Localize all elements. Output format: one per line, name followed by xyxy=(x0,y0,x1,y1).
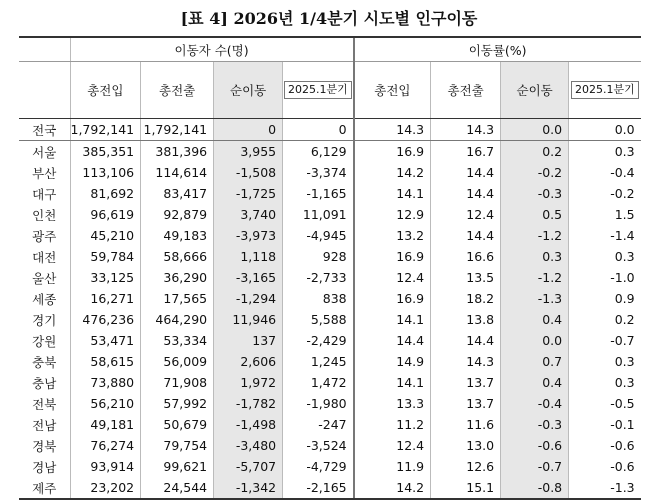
count-prev-cell: 1,245 xyxy=(283,351,354,372)
rate-in-cell: 14.1 xyxy=(354,309,431,330)
count-in-cell: 385,351 xyxy=(70,141,141,163)
table-row xyxy=(19,162,641,183)
rate-prev-cell: -0.6 xyxy=(569,435,641,456)
count-net-cell: -1,725 xyxy=(214,183,283,204)
count-net-cell: -5,707 xyxy=(214,456,283,477)
region-cell: 서울 xyxy=(32,144,57,160)
rate-net-header: 순이동 xyxy=(501,62,569,119)
table-row xyxy=(19,288,641,309)
count-out-cell: 464,290 xyxy=(141,309,214,330)
table-row xyxy=(19,183,641,204)
rate-in-cell: 14.2 xyxy=(354,477,431,499)
rate-out-cell: 13.0 xyxy=(431,435,501,456)
rate-prev-cell: -0.5 xyxy=(569,393,641,414)
region-cell: 인천 xyxy=(32,207,57,223)
rate-in-header: 총전입 xyxy=(354,62,431,119)
rate-in-cell: 14.2 xyxy=(354,162,431,183)
rate-net-cell: -0.3 xyxy=(501,414,569,435)
count-prev-cell: 838 xyxy=(283,288,354,309)
count-out-cell: 53,334 xyxy=(141,330,214,351)
count-out-cell: 79,754 xyxy=(141,435,214,456)
count-out-cell: 56,009 xyxy=(141,351,214,372)
rate-prev-cell: -0.2 xyxy=(569,183,641,204)
rate-out-cell: 16.7 xyxy=(431,141,501,163)
table-row xyxy=(19,225,641,246)
rate-prev-cell: 0.3 xyxy=(569,372,641,393)
region-cell: 충북 xyxy=(32,354,57,370)
count-net-cell: 3,740 xyxy=(214,204,283,225)
region-cell: 부산 xyxy=(32,165,57,181)
rate-in-cell: 16.9 xyxy=(354,246,431,267)
count-in-cell: 476,236 xyxy=(70,309,141,330)
rate-prev-cell: 1.5 xyxy=(569,204,641,225)
rate-net-cell: -0.6 xyxy=(501,435,569,456)
table-row xyxy=(19,309,641,330)
rate-prev-cell: 0.3 xyxy=(569,141,641,163)
rate-net-cell: -1.2 xyxy=(501,225,569,246)
count-out-cell: 24,544 xyxy=(141,477,214,499)
table-row xyxy=(19,393,641,414)
region-header xyxy=(19,62,70,119)
table-row xyxy=(19,477,641,499)
count-net-cell: 0 xyxy=(214,119,283,141)
count-prev-cell: 928 xyxy=(283,246,354,267)
rate-prev-cell: 0.3 xyxy=(569,246,641,267)
table-row xyxy=(19,414,641,435)
count-net-header: 순이동 xyxy=(214,62,283,119)
count-net-cell: -1,782 xyxy=(214,393,283,414)
rate-in-cell: 12.4 xyxy=(354,435,431,456)
rate-net-cell: 0.3 xyxy=(501,246,569,267)
count-in-cell: 1,792,141 xyxy=(70,119,141,141)
count-prev-cell: 5,588 xyxy=(283,309,354,330)
count-in-cell: 23,202 xyxy=(70,477,141,499)
count-net-cell: -1,498 xyxy=(214,414,283,435)
rate-net-cell: 0.5 xyxy=(501,204,569,225)
region-cell: 경북 xyxy=(32,438,57,454)
table-row xyxy=(19,456,641,477)
rate-net-cell: 0.0 xyxy=(501,119,569,141)
count-prev-header-label: 2025.1분기 xyxy=(284,81,352,99)
count-prev-cell: -4,729 xyxy=(283,456,354,477)
table-row xyxy=(19,141,641,163)
count-out-cell: 83,417 xyxy=(141,183,214,204)
rate-in-cell: 14.1 xyxy=(354,372,431,393)
rate-out-cell: 11.6 xyxy=(431,414,501,435)
rate-prev-cell: -0.1 xyxy=(569,414,641,435)
rate-out-cell: 12.4 xyxy=(431,204,501,225)
region-cell: 광주 xyxy=(32,228,57,244)
table-row xyxy=(19,435,641,456)
count-prev-cell: -247 xyxy=(283,414,354,435)
count-net-cell: 137 xyxy=(214,330,283,351)
rate-out-cell: 14.4 xyxy=(431,225,501,246)
rate-out-cell: 14.4 xyxy=(431,330,501,351)
count-in-cell: 93,914 xyxy=(70,456,141,477)
count-out-cell: 92,879 xyxy=(141,204,214,225)
table-row xyxy=(19,204,641,225)
rate-out-cell: 14.3 xyxy=(431,351,501,372)
rate-net-cell: -0.7 xyxy=(501,456,569,477)
rate-prev-cell: -1.3 xyxy=(569,477,641,499)
count-prev-cell: -3,524 xyxy=(283,435,354,456)
rate-out-cell: 16.6 xyxy=(431,246,501,267)
count-in-cell: 113,106 xyxy=(70,162,141,183)
rate-in-cell: 11.9 xyxy=(354,456,431,477)
rate-net-cell: 0.4 xyxy=(501,309,569,330)
rate-prev-cell: -1.0 xyxy=(569,267,641,288)
region-cell: 전북 xyxy=(32,396,57,412)
rate-out-cell: 13.7 xyxy=(431,393,501,414)
count-in-cell: 56,210 xyxy=(70,393,141,414)
rate-net-cell: 0.0 xyxy=(501,330,569,351)
count-in-cell: 53,471 xyxy=(70,330,141,351)
rate-in-cell: 16.9 xyxy=(354,288,431,309)
rate-in-cell: 14.1 xyxy=(354,183,431,204)
rate-net-cell: -0.3 xyxy=(501,183,569,204)
count-out-header: 총전출 xyxy=(141,62,214,119)
rate-net-cell: -0.2 xyxy=(501,162,569,183)
count-net-cell: 3,955 xyxy=(214,141,283,163)
count-out-cell: 57,992 xyxy=(141,393,214,414)
corner-header xyxy=(19,37,70,62)
table-row xyxy=(19,351,641,372)
rate-prev-cell: -1.4 xyxy=(569,225,641,246)
count-net-cell: -3,480 xyxy=(214,435,283,456)
rate-out-cell: 14.4 xyxy=(431,162,501,183)
count-prev-cell: -1,980 xyxy=(283,393,354,414)
count-net-cell: 2,606 xyxy=(214,351,283,372)
count-in-cell: 81,692 xyxy=(70,183,141,204)
count-out-cell: 50,679 xyxy=(141,414,214,435)
rate-out-cell: 14.4 xyxy=(431,183,501,204)
count-in-header: 총전입 xyxy=(70,62,141,119)
count-prev-cell: 11,091 xyxy=(283,204,354,225)
rate-out-cell: 13.8 xyxy=(431,309,501,330)
rate-in-cell: 16.9 xyxy=(354,141,431,163)
rate-out-header: 총전출 xyxy=(431,62,501,119)
count-prev-cell: 0 xyxy=(283,119,354,141)
rate-out-cell: 13.7 xyxy=(431,372,501,393)
count-out-cell: 381,396 xyxy=(141,141,214,163)
region-cell: 대전 xyxy=(32,249,57,265)
region-cell: 울산 xyxy=(32,270,57,286)
count-net-cell: 11,946 xyxy=(214,309,283,330)
count-net-cell: -1,508 xyxy=(214,162,283,183)
count-out-cell: 99,621 xyxy=(141,456,214,477)
rate-out-cell: 15.1 xyxy=(431,477,501,499)
region-cell: 강원 xyxy=(32,333,57,349)
rate-in-cell: 12.4 xyxy=(354,267,431,288)
rate-net-cell: -0.8 xyxy=(501,477,569,499)
table-row xyxy=(19,267,641,288)
migration-table xyxy=(19,36,641,500)
sub-header-row xyxy=(19,62,641,119)
rate-net-cell: -0.4 xyxy=(501,393,569,414)
count-net-cell: -3,973 xyxy=(214,225,283,246)
rate-net-cell: 0.4 xyxy=(501,372,569,393)
table-row xyxy=(19,246,641,267)
count-prev-cell: -3,374 xyxy=(283,162,354,183)
rate-in-cell: 14.3 xyxy=(354,119,431,141)
rate-prev-cell: 0.2 xyxy=(569,309,641,330)
count-net-cell: 1,972 xyxy=(214,372,283,393)
rate-out-cell: 12.6 xyxy=(431,456,501,477)
group-header-row xyxy=(19,37,641,62)
rate-prev-cell: 0.0 xyxy=(569,119,641,141)
count-group-header: 이동자 수(명) xyxy=(70,37,354,62)
count-in-cell: 73,880 xyxy=(70,372,141,393)
rate-net-cell: 0.2 xyxy=(501,141,569,163)
count-out-cell: 1,792,141 xyxy=(141,119,214,141)
count-out-cell: 71,908 xyxy=(141,372,214,393)
count-in-cell: 45,210 xyxy=(70,225,141,246)
count-prev-cell: -1,165 xyxy=(283,183,354,204)
count-net-cell: 1,118 xyxy=(214,246,283,267)
table-title: [표 4] 2026년 1/4분기 시도별 인구이동 xyxy=(180,9,478,28)
count-in-cell: 76,274 xyxy=(70,435,141,456)
count-in-cell: 33,125 xyxy=(70,267,141,288)
rate-out-cell: 13.5 xyxy=(431,267,501,288)
rate-prev-cell: -0.7 xyxy=(569,330,641,351)
count-in-cell: 59,784 xyxy=(70,246,141,267)
region-cell: 세종 xyxy=(32,291,57,307)
count-out-cell: 58,666 xyxy=(141,246,214,267)
table-row xyxy=(19,119,641,141)
rate-in-cell: 13.3 xyxy=(354,393,431,414)
rate-prev-cell: 0.9 xyxy=(569,288,641,309)
count-prev-cell: 6,129 xyxy=(283,141,354,163)
count-out-cell: 36,290 xyxy=(141,267,214,288)
count-prev-header xyxy=(283,62,354,119)
rate-in-cell: 14.4 xyxy=(354,330,431,351)
rate-group-header: 이동률(%) xyxy=(354,37,641,62)
rate-prev-cell: 0.3 xyxy=(569,351,641,372)
count-in-cell: 16,271 xyxy=(70,288,141,309)
region-cell: 전남 xyxy=(32,417,57,433)
count-prev-cell: -2,733 xyxy=(283,267,354,288)
count-in-cell: 96,619 xyxy=(70,204,141,225)
count-in-cell: 49,181 xyxy=(70,414,141,435)
table-row xyxy=(19,330,641,351)
rate-out-cell: 14.3 xyxy=(431,119,501,141)
count-prev-cell: -4,945 xyxy=(283,225,354,246)
count-out-cell: 49,183 xyxy=(141,225,214,246)
count-prev-cell: -2,165 xyxy=(283,477,354,499)
count-prev-cell: -2,429 xyxy=(283,330,354,351)
rate-net-cell: -1.2 xyxy=(501,267,569,288)
rate-prev-header-label: 2025.1분기 xyxy=(571,81,639,99)
region-cell: 전국 xyxy=(19,119,70,141)
region-cell: 경남 xyxy=(32,459,57,475)
rate-prev-header xyxy=(569,62,641,119)
region-cell: 대구 xyxy=(32,186,57,202)
rate-net-cell: -1.3 xyxy=(501,288,569,309)
rate-in-cell: 14.9 xyxy=(354,351,431,372)
rate-prev-cell: -0.6 xyxy=(569,456,641,477)
region-cell: 경기 xyxy=(32,312,57,328)
count-net-cell: -1,294 xyxy=(214,288,283,309)
rate-in-cell: 13.2 xyxy=(354,225,431,246)
rate-in-cell: 12.9 xyxy=(354,204,431,225)
rate-in-cell: 11.2 xyxy=(354,414,431,435)
count-net-cell: -3,165 xyxy=(214,267,283,288)
rate-out-cell: 18.2 xyxy=(431,288,501,309)
region-cell: 제주 xyxy=(19,477,70,499)
rate-net-cell: 0.7 xyxy=(501,351,569,372)
count-net-cell: -1,342 xyxy=(214,477,283,499)
region-cell: 충남 xyxy=(32,375,57,391)
count-out-cell: 17,565 xyxy=(141,288,214,309)
rate-prev-cell: -0.4 xyxy=(569,162,641,183)
count-prev-cell: 1,472 xyxy=(283,372,354,393)
table-body xyxy=(19,119,641,500)
count-out-cell: 114,614 xyxy=(141,162,214,183)
table-row xyxy=(19,372,641,393)
count-in-cell: 58,615 xyxy=(70,351,141,372)
